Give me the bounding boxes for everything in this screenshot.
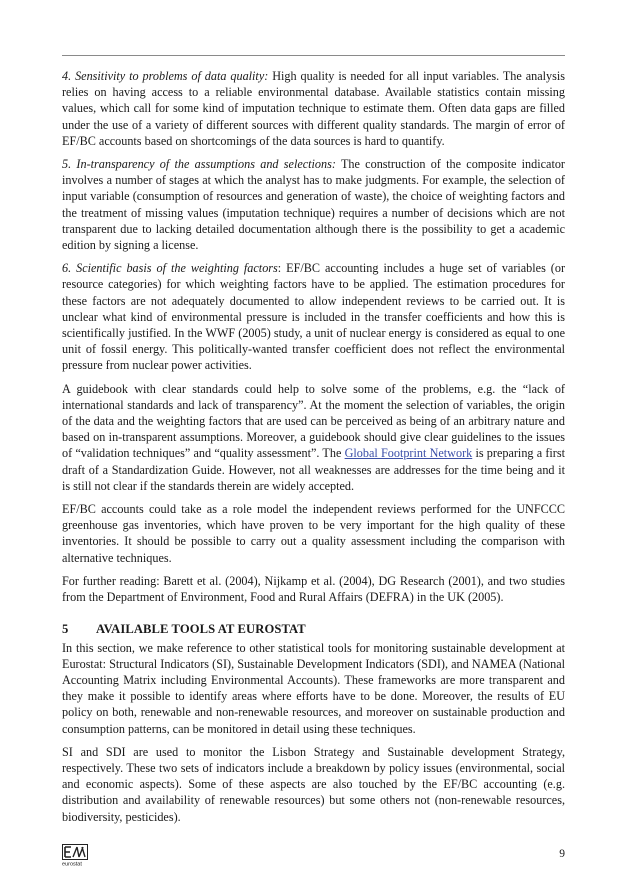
paragraph-si-sdi: SI and SDI are used to monitor the Lisbon Strategy and Sustainable development Strategy, respectively. These two sets of indicators include a breakdown by policy issues (environmental, social and economic aspects). Some of these aspects are also touched by the EF/BC accounting (e.g. distribution and availability of renewable resources) but some others not (non-renewable resources, biodiversity, pesticides). <box>62 744 565 824</box>
eurostat-logo-icon <box>62 844 90 866</box>
paragraph-heading: 6. Scientific basis of the weighting factors <box>62 261 278 276</box>
paragraph-guidebook <box>62 381 565 494</box>
paragraph-weighting-factors <box>62 260 565 373</box>
paragraph-text: High quality is needed for all input variables. The analysis relies on having access to a reliable environmental database. Available statistics contain missing values, which call for some kind of imputation technique to estimate them. Often data gaps are filled under the use of a variety of different sources with different quality standards. The margin of error of EF/BC accounts based on shortcomings of the data sources is hard to quantify. <box>62 69 565 148</box>
eurostat-logo <box>62 844 90 866</box>
section-heading <box>62 621 565 637</box>
section-title: AVAILABLE TOOLS AT EUROSTAT <box>96 622 306 637</box>
logo-wordmark: eurostat <box>62 861 82 866</box>
paragraph-further-reading: For further reading: Barett et al. (2004), Nijkamp et al. (2004), DG Research (2001), and two studies from the Department of Environment, Food and Rural Affairs (DEFRA) in the UK (2005). <box>62 573 565 605</box>
page-body <box>62 68 565 832</box>
paragraph-data-quality <box>62 68 565 149</box>
paragraph-unfccc: EF/BC accounts could take as a role model the independent reviews performed for the UNFCCC greenhouse gas inventories, which have proven to be very important for the high quality of these inventories. It should be possible to carry out a quality assessment including the comparison with alternative techniques. <box>62 502 565 565</box>
paragraph-text: A guidebook with clear standards could help to solve some of the problems, e.g. the “lack of international standards and lack of transparency”. At the moment the selection of variables, the origin of the data and the weighting factors that are used can be perceived as being of an arbitrary nature and based on in-transparent assumptions. Moreover, a guidebook should give clear guidelines to the issues of “validation techniques” and “quality assessment”. The <box>62 381 565 461</box>
paragraph-text: : EF/BC accounting includes a huge set of variables (or resource categories) for which weighting factors have to be applied. The estimation procedures for these factors are not adequately documented to allow independent reviews to be carried out. It is unclear what kind of environmental pressure is included in the transfer coefficients and how this is scientifically justified. In the WWF (2005) study, a unit of nuclear energy is considered as equal to one unit of fossil energy. This politically-wanted transfer coefficient does not reflect the environmental pressure from nuclear power activities. <box>62 261 566 373</box>
page-number: 9 <box>559 848 565 860</box>
paragraph-section-intro: In this section, we make reference to other statistical tools for monitoring sustainable development at Eurostat: Structural Indicators (SI), Sustainable Development Indicators (SDI), and NAMEA (National Accounting Matrix including Environmental Accounts). These frameworks are more transparent and they make it possible to identify areas where efforts have to be done. Moreover, the results of EU policy on both, renewable and non-renewable resources, and moreover on sustainable production and consumption patterns, can be monitored in detail using these techniques. <box>62 640 565 736</box>
paragraph-in-transparency <box>62 156 565 253</box>
section-number: 5 <box>62 622 69 637</box>
paragraph-heading: 5. In-transparency of the assumptions and selections: <box>62 157 336 172</box>
global-footprint-network-link[interactable]: Global Footprint Network <box>344 446 473 461</box>
header-rule <box>62 55 565 56</box>
paragraph-text: The construction of the composite indicator involves a number of stages at which the analyst has to make judgments. For example, the selection of input variable (consumption of resources and generation of waste), the choice of weighting factors and the treatment of missing values (imputation technique) requires a number of decisions which are not transparent due to lacking detailed documentation although there is the possibility to get a academic edition by signing a license. <box>62 157 565 253</box>
paragraph-heading: 4. Sensitivity to problems of data quality: <box>62 69 269 83</box>
paragraph-text: is preparing a first draft of a Standardization Guide. However, not all weaknesses are addresses for the time being and it is still not clear if the standards therein are widely accepted. <box>62 446 565 493</box>
